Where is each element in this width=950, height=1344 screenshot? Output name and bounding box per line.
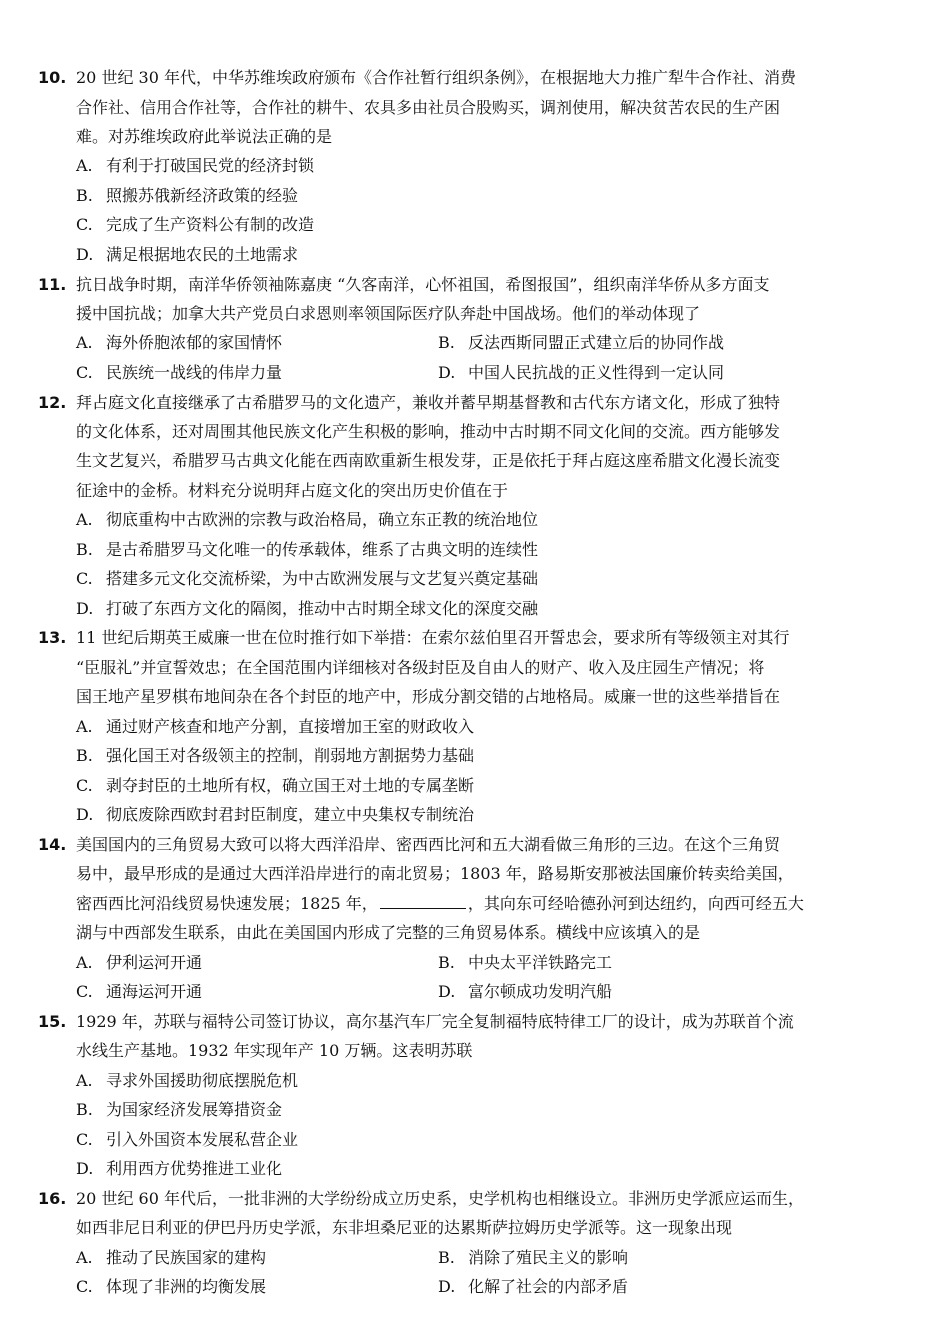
option-c xyxy=(76,980,202,1004)
option-text: 寻求外国援助彻底摆脱危机 xyxy=(106,1071,299,1090)
option-d xyxy=(76,243,298,267)
question-text-line: 11 世纪后期英王威廉一世在位时推行如下举措：在索尔兹伯里召开誓忠会，要求所有等级领主对其行 xyxy=(76,628,790,647)
option-label: B. xyxy=(76,540,93,559)
option-d xyxy=(76,803,474,827)
option-label: C. xyxy=(76,1277,93,1296)
option-label: C. xyxy=(76,363,93,382)
option-text: 照搬苏俄新经济政策的经验 xyxy=(106,186,299,205)
option-b xyxy=(76,184,298,208)
option-text: 伊利运河开通 xyxy=(106,953,203,972)
option-label: A. xyxy=(76,1071,93,1090)
option-label: D. xyxy=(438,1277,456,1296)
option-text: 强化国王对各级领主的控制，削弱地方割据势力基础 xyxy=(106,746,475,765)
option-c xyxy=(76,1275,266,1299)
question-text-segment: ，其向东可经哈德孙河到达纽约，向西可经五大 xyxy=(467,894,804,913)
option-a xyxy=(76,508,538,532)
question-text-line: 水线生产基地。1932 年实现年产 10 万辆。这表明苏联 xyxy=(76,1041,473,1060)
question-text-line: 援中国抗战；加拿大共产党员白求恩则率领国际医疗队奔赴中国战场。他们的举动体现了 xyxy=(76,304,701,323)
option-text: 彻底重构中古欧洲的宗教与政治格局，确立东正教的统治地位 xyxy=(106,510,539,529)
option-label: A. xyxy=(76,1248,93,1267)
option-a xyxy=(76,1246,266,1270)
option-text: 完成了生产资料公有制的改造 xyxy=(106,215,315,234)
option-label: B. xyxy=(438,953,455,972)
option-b xyxy=(76,1098,282,1122)
fill-in-blank xyxy=(380,894,466,909)
question-text-line: 20 世纪 60 年代后，一批非洲的大学纷纷成立历史系，史学机构也相继设立。非洲历史学派应运而生， xyxy=(76,1189,804,1208)
question-text-line: 难。对苏维埃政府此举说法正确的是 xyxy=(76,127,333,146)
option-text: 引入外国资本发展私营企业 xyxy=(106,1130,299,1149)
option-label: D. xyxy=(76,245,94,264)
option-a xyxy=(76,1069,298,1093)
option-text: 消除了殖民主义的影响 xyxy=(468,1248,629,1267)
option-text: 打破了东西方文化的隔阂，推动中古时期全球文化的深度交融 xyxy=(106,599,539,618)
option-text: 有利于打破国民党的经济封锁 xyxy=(106,156,315,175)
option-d xyxy=(438,1275,628,1299)
option-label: A. xyxy=(76,510,93,529)
question-number: 14. xyxy=(38,835,67,854)
question-number: 15. xyxy=(38,1012,67,1031)
question-text-line: 生文艺复兴，希腊罗马古典文化能在西南欧重新生根发芽，正是依托于拜占庭这座希腊文化漫长流变 xyxy=(76,451,781,470)
question-text-line: 美国国内的三角贸易大致可以将大西洋沿岸、密西西比河和五大湖看做三角形的三边。在这个三角贸 xyxy=(76,835,781,854)
question-text-line: 国王地产星罗棋布地间杂在各个封臣的地产中，形成分割交错的占地格局。威廉一世的这些举措旨在 xyxy=(76,687,781,706)
question-text-line: 1929 年，苏联与福特公司签订协议，高尔基汽车厂完全复制福特底特律工厂的设计，成为苏联首个流 xyxy=(76,1012,794,1031)
question-text-line: 20 世纪 30 年代，中华苏维埃政府颁布《合作社暂行组织条例》，在根据地大力推广犁牛合作社、消费 xyxy=(76,68,796,87)
option-label: A. xyxy=(76,156,93,175)
option-b xyxy=(438,331,724,355)
option-c xyxy=(76,213,314,237)
option-b xyxy=(438,1246,628,1270)
option-a xyxy=(76,951,202,975)
question-text-line: 如西非尼日利亚的伊巴丹历史学派，东非坦桑尼亚的达累斯萨拉姆历史学派等。这一现象出现 xyxy=(76,1218,733,1237)
option-text: 民族统一战线的伟岸力量 xyxy=(106,363,283,382)
question-text-line: 易中，最早形成的是通过大西洋沿岸进行的南北贸易；1803 年，路易斯安那被法国廉价转卖给美国， xyxy=(76,864,794,883)
question-number: 13. xyxy=(38,628,67,647)
option-label: B. xyxy=(76,186,93,205)
option-text: 搭建多元文化交流桥梁，为中古欧洲发展与文艺复兴奠定基础 xyxy=(106,569,539,588)
option-text: 富尔顿成功发明汽船 xyxy=(468,982,613,1001)
option-text: 剥夺封臣的土地所有权，确立国王对土地的专属垄断 xyxy=(106,776,475,795)
question-text-line: “臣服礼”并宣誓效忠；在全国范围内详细核对各级封臣及自由人的财产、收入及庄园生产情况；将 xyxy=(76,658,765,677)
option-d xyxy=(76,1157,282,1181)
option-label: A. xyxy=(76,333,93,352)
option-d xyxy=(76,597,538,621)
question-number: 11. xyxy=(38,275,67,294)
question-text-line: 的文化体系，还对周围其他民族文化产生积极的影响，推动中古时期不同文化间的交流。西方能够发 xyxy=(76,422,781,441)
option-label: D. xyxy=(438,363,456,382)
question-text-line: 抗日战争时期，南洋华侨领袖陈嘉庚 “久客南洋，心怀祖国，希图报国”，组织南洋华侨从多方面支 xyxy=(76,275,770,294)
option-label: B. xyxy=(438,333,455,352)
option-label: C. xyxy=(76,1130,93,1149)
question-text-line-with-blank xyxy=(76,892,804,916)
option-text: 通海运河开通 xyxy=(106,982,203,1001)
option-d xyxy=(438,980,612,1004)
option-label: D. xyxy=(76,1159,94,1178)
option-text: 中国人民抗战的正义性得到一定认同 xyxy=(468,363,725,382)
option-text: 通过财产核查和地产分割，直接增加王室的财政收入 xyxy=(106,717,475,736)
option-a xyxy=(76,715,474,739)
option-label: B. xyxy=(76,746,93,765)
question-number: 16. xyxy=(38,1189,67,1208)
question-number: 10. xyxy=(38,68,67,87)
option-label: C. xyxy=(76,982,93,1001)
question-text-line: 合作社、信用合作社等，合作社的耕牛、农具多由社员合股购买，调剂使用，解决贫苦农民的生产困 xyxy=(76,98,781,117)
option-a xyxy=(76,331,282,355)
option-b xyxy=(438,951,612,975)
option-text: 体现了非洲的均衡发展 xyxy=(106,1277,267,1296)
option-b xyxy=(76,538,538,562)
option-text: 中央太平洋铁路完工 xyxy=(468,953,613,972)
option-c xyxy=(76,361,282,385)
option-text: 反法西斯同盟正式建立后的协同作战 xyxy=(468,333,725,352)
option-a xyxy=(76,154,314,178)
option-text: 利用西方优势推进工业化 xyxy=(106,1159,283,1178)
option-label: D. xyxy=(76,805,94,824)
option-label: A. xyxy=(76,953,93,972)
option-c xyxy=(76,774,474,798)
option-label: D. xyxy=(438,982,456,1001)
option-text: 推动了民族国家的建构 xyxy=(106,1248,267,1267)
option-c xyxy=(76,1128,298,1152)
option-label: C. xyxy=(76,215,93,234)
question-text-line: 征途中的金桥。材料充分说明拜占庭文化的突出历史价值在于 xyxy=(76,481,509,500)
option-d xyxy=(438,361,724,385)
option-label: B. xyxy=(76,1100,93,1119)
option-text: 海外侨胞浓郁的家国情怀 xyxy=(106,333,283,352)
option-label: B. xyxy=(438,1248,455,1267)
option-text: 化解了社会的内部矛盾 xyxy=(468,1277,629,1296)
question-text-line: 湖与中西部发生联系，由此在美国国内形成了完整的三角贸易体系。横线中应该填入的是 xyxy=(76,923,701,942)
question-text-line: 拜占庭文化直接继承了古希腊罗马的文化遗产，兼收并蓄早期基督教和古代东方诸文化，形成了独特 xyxy=(76,393,781,412)
question-number: 12. xyxy=(38,393,67,412)
option-text: 满足根据地农民的土地需求 xyxy=(106,245,299,264)
option-label: C. xyxy=(76,569,93,588)
option-label: D. xyxy=(76,599,94,618)
option-text: 彻底废除西欧封君封臣制度，建立中央集权专制统治 xyxy=(106,805,475,824)
option-label: C. xyxy=(76,776,93,795)
question-text-segment: 密西西比河沿线贸易快速发展；1825 年， xyxy=(76,894,378,913)
option-text: 是古希腊罗马文化唯一的传承载体，维系了古典文明的连续性 xyxy=(106,540,539,559)
option-c xyxy=(76,567,538,591)
option-b xyxy=(76,744,474,768)
option-label: A. xyxy=(76,717,93,736)
option-text: 为国家经济发展筹措资金 xyxy=(106,1100,283,1119)
